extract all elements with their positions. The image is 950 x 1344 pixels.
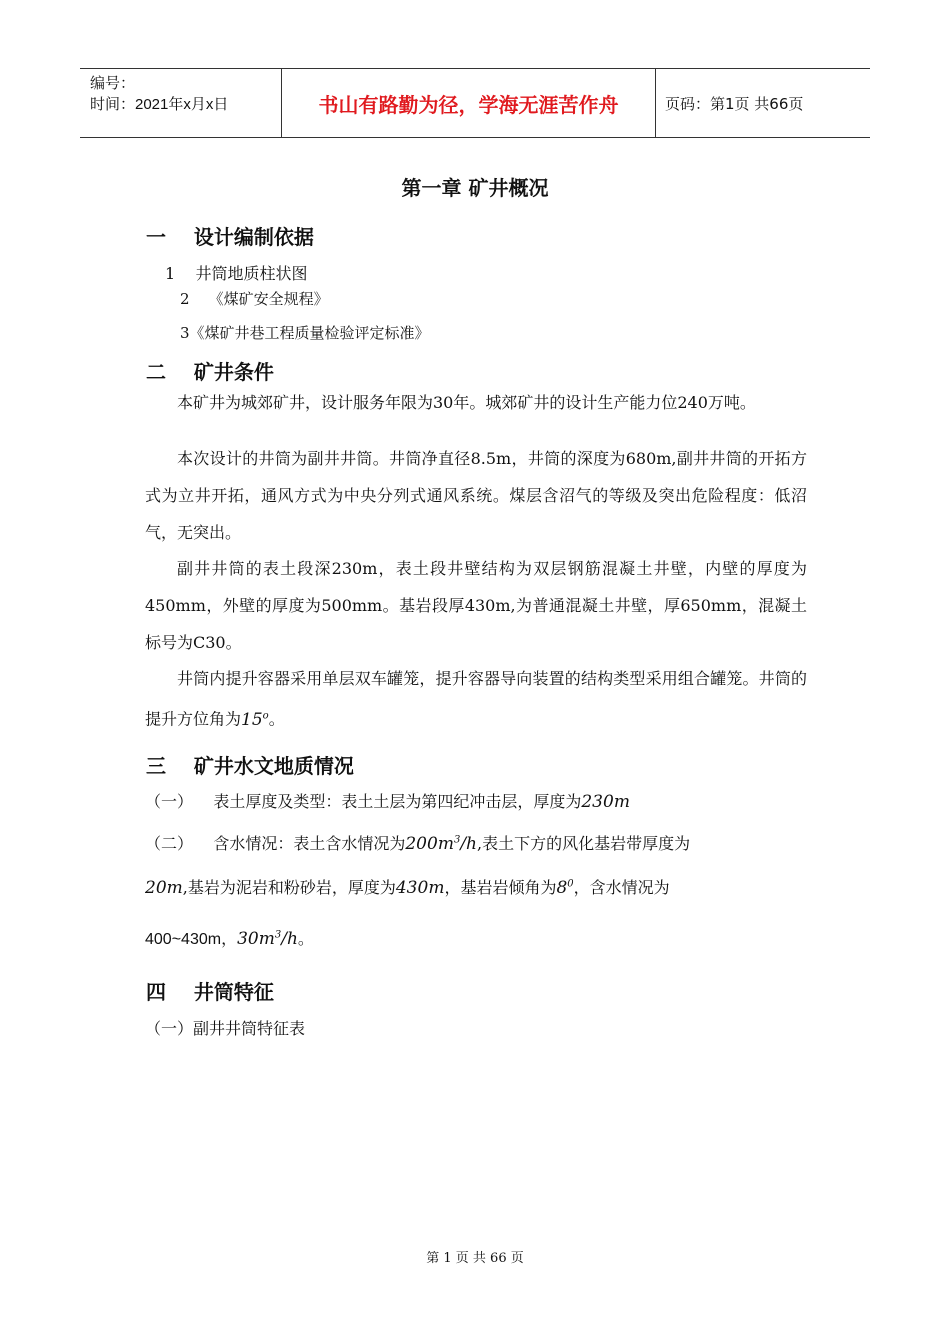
- shaft-feature-table-caption: （一）副井井筒特征表: [145, 1019, 306, 1038]
- section-title-2: 二 矿井条件: [146, 360, 274, 384]
- chapter-title: 第一章 矿井概况: [401, 176, 549, 200]
- page-footer: 第 1 页 共 66 页: [426, 1251, 524, 1266]
- section-title-1: 一 设计编制依据: [146, 225, 314, 249]
- number-label: 编号：: [90, 75, 136, 92]
- section-title-3: 三 矿井水文地质情况: [146, 754, 354, 778]
- section-title-4: 四 井筒特征: [146, 980, 274, 1004]
- header-meta: [90, 73, 228, 115]
- paragraph-hoisting: 井筒内提升容器采用单层双车罐笼，提升容器导向装置的结构类型采用组合罐笼。井筒的提升方位角为15$^o$。: [145, 669, 807, 730]
- hydro-line-4: 400~430m，$30m^3/h$。: [145, 929, 314, 949]
- paragraph-shaft-wall: 副井井筒的表土段深230m，表土段井壁结构为双层钢筋混凝土井壁，内壁的厚度为450mm，外壁的厚度为500mm。基岩段厚430m,为普通混凝土井壁，厚650mm，混凝土标号为C30。: [145, 559, 807, 652]
- paragraph-mine-overview: 本矿井为城郊矿井，设计服务年限为30年。城郊矿井的设计生产能力位240万吨。: [177, 393, 756, 412]
- hoisting-text: 井筒内提升容器采用单层双车罐笼，提升容器导向装置的结构类型采用组合罐笼。井筒的提升方位角为: [145, 669, 807, 729]
- document-header: [80, 68, 870, 138]
- bedrock-water-inflow: $30m^3/h$: [237, 929, 298, 949]
- hydro-line-2: （二） 含水情况：表土含水情况为$200m^3/h$,表土下方的风化基岩带厚度为: [145, 834, 691, 854]
- hydro-line-1: （一） 表土厚度及类型：表土土层为第四纪冲击层，厚度为230m: [145, 792, 630, 812]
- hydro-line-3: 20m,基岩为泥岩和粉砂岩，厚度为430m，基岩岩倾角为$8^0$，含水情况为: [145, 878, 670, 898]
- weathered-zone-thickness: 20m: [145, 878, 183, 898]
- basis-item-3: 3《煤矿井巷工程质量检验评定标准》: [180, 324, 430, 342]
- basis-item-1: 1 井筒地质柱状图: [165, 264, 308, 283]
- basis-item-2: 2 《煤矿安全规程》: [180, 290, 329, 308]
- bedrock-thickness: 430m: [395, 878, 445, 898]
- bedrock-dip-angle: $8^0$: [556, 878, 574, 898]
- time-label: 时间：2021年x月x日: [90, 96, 229, 113]
- header-motto: 书山有路勤为径，学海无涯苦作舟: [318, 92, 619, 117]
- header-divider: [655, 69, 656, 137]
- azimuth-value: 15$^o$: [241, 709, 269, 730]
- topsoil-water-inflow: $200m^3/h$: [405, 834, 477, 854]
- header-page-label: 页码：第1页 共66页: [665, 94, 804, 113]
- paragraph-shaft-design: 本次设计的井筒为副井井筒。井筒净直径8.5m，井筒的深度为680m,副井井筒的开拓方式为立井开拓，通风方式为中央分列式通风系统。煤层含沼气的等级及突出危险程度：低沼气，无突出。: [145, 449, 807, 542]
- topsoil-thickness: 230m: [581, 792, 630, 812]
